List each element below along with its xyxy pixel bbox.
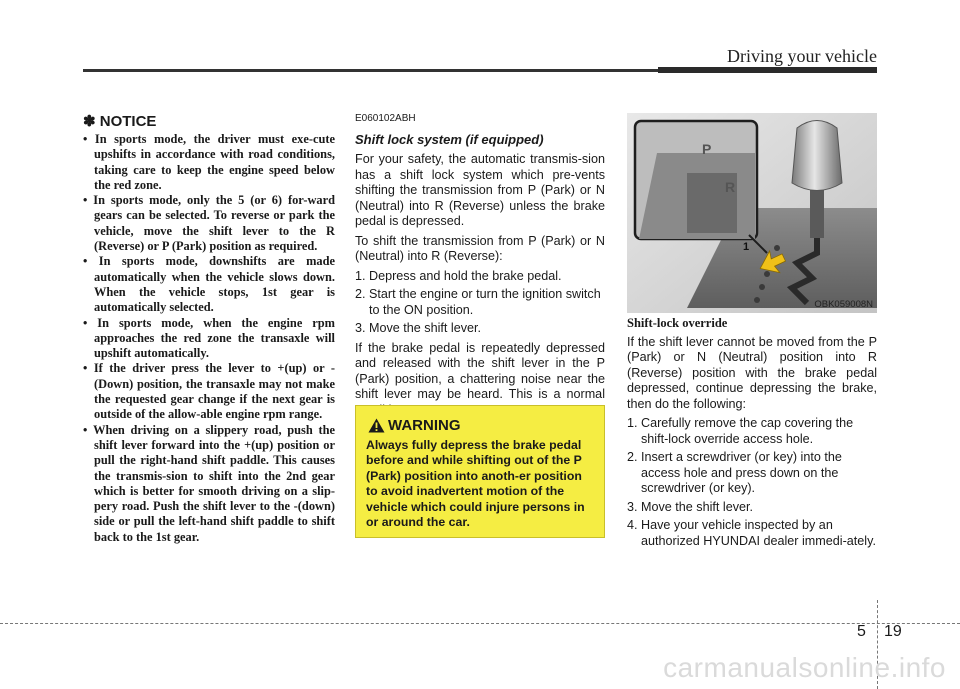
shift-lock-steps <box>355 269 605 337</box>
override-section <box>627 316 877 553</box>
notice-section <box>83 112 335 545</box>
watermark-text: carmanualsonline.info <box>663 652 946 683</box>
shift-lock-title: Shift lock system (if equipped) <box>355 131 544 147</box>
notice-title: ✽ NOTICE <box>83 113 157 130</box>
override-steps <box>627 416 877 549</box>
header-rule-accent <box>658 67 877 73</box>
notice-item: • In sports mode, the driver must exe-cute upshifts in accordance with road conditions, taking care to keep the engine speed below the red zone. <box>83 132 335 193</box>
step-item: 3. Move the shift lever. <box>627 499 753 514</box>
shift-lock-note: If the brake pedal is repeatedly depressed and released with the shift lever in the P (Park) position, a chattering noise near the shift lever may be heard. This is a normal <box>355 340 605 401</box>
shift-lever-figure <box>627 113 877 313</box>
warning-text: Always fully depress the brake pedal before and while shifting out of the P (Park) position into anoth-er position to avoid inadvertent motion of the vehicle which could injure persons in or around the car. <box>366 438 585 530</box>
warning-triangle-icon <box>368 418 385 433</box>
gear-label-r: R <box>725 179 736 195</box>
header-title: Driving your vehicle <box>727 46 877 66</box>
step-item: 3. Move the shift lever. <box>355 321 481 335</box>
step-item: 2. Start the engine or turn the ignition switch to the ON position. <box>355 287 601 317</box>
chapter-number: 5 <box>857 623 866 640</box>
step-item: 1. Depress and hold the brake pedal. <box>355 268 562 283</box>
shift-lock-intro: For your safety, the automatic transmis-sion has a shift lock system which pre-vents shifting the transmission from P (Park) or N (Neutral) into R (Reverse) unless the brake pedal is depressed. <box>355 152 605 228</box>
section-code: E060102ABH <box>355 113 416 124</box>
callout-number: 1 <box>743 241 750 253</box>
shift-lock-lead: To shift the transmission from P (Park) or N (Neutral) into R (Reverse): <box>355 233 605 263</box>
shift-lock-section <box>355 111 605 422</box>
notice-item: • If the driver press the lever to +(up) or -(Down) position, the transaxle may not make the requested gear change if the next gear is outside of the allow-able engine rpm range. <box>83 361 335 422</box>
step-item: 1. Carefully remove the cap covering the shift-lock override access hole. <box>627 416 854 446</box>
step-item: 4. Have your vehicle inspected by an authorized HYUNDAI dealer immedi-ately. <box>627 518 876 548</box>
step-item: 2. Insert a screwdriver (or key) into the access hole and press down on the screwdriver (or key). <box>627 450 842 495</box>
footer-rule <box>0 623 960 624</box>
notice-item: • When driving on a slippery road, push the shift lever forward into the +(up) position or pull the right-hand shift paddle. This causes the transmis-sion to shift into the 2nd gear which is better for smooth driving on a slip-pery road. Push the shift lever to the -(down) side or pull the left-hand shift paddle to shift back to the 1st gear. <box>83 423 335 545</box>
warning-box <box>355 405 605 538</box>
notice-item: • In sports mode, downshifts are made automatically when the vehicle slows down. When the vehicle stops, 1st gear is automatically selected. <box>83 254 335 315</box>
shift-lever-illustration <box>627 113 877 313</box>
notice-item: • In sports mode, when the engine rpm approaches the red zone the transaxle will upshift automatically. <box>83 316 335 362</box>
figure-caption: OBK059008N <box>814 299 873 310</box>
warning-title: WARNING <box>388 417 461 434</box>
notice-list <box>83 132 335 545</box>
notice-item: • In sports mode, only the 5 (or 6) for-ward gears can be selected. To reverse or park the vehicle, move the shift lever to the R (Reverse) or P (Park) position as required. <box>83 193 335 254</box>
override-title: Shift-lock override <box>627 316 728 330</box>
override-intro: If the shift lever cannot be moved from the P (Park) or N (Neutral) position into R (Reverse) position with the brake pedal depressed, continue depressing the brake, then do the following: <box>627 334 877 411</box>
page-number: 19 <box>884 623 902 640</box>
gear-label-p: P <box>702 141 712 157</box>
